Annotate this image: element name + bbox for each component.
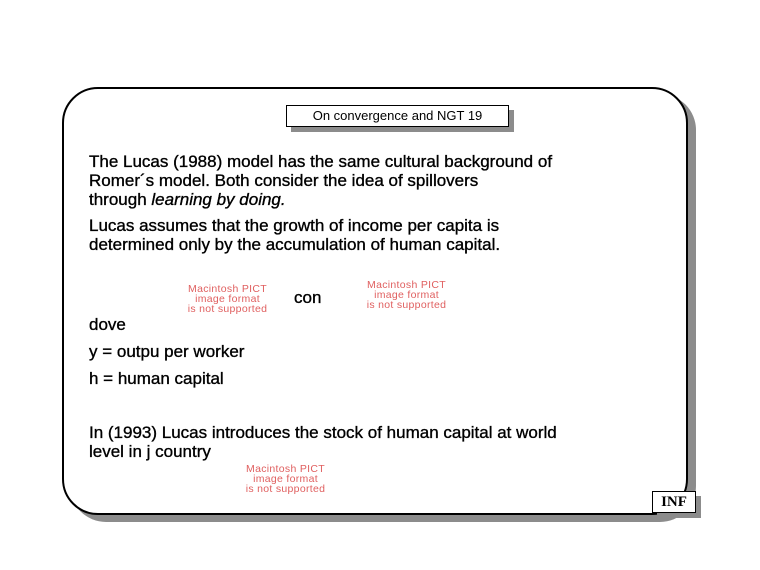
paragraph-line: In (1993) Lucas introduces the stock of human capital at world: [89, 423, 557, 442]
definition-h: h = human capital: [89, 369, 224, 388]
pict-line: image format: [253, 473, 318, 485]
slide-title: On convergence and NGT 19: [286, 105, 509, 127]
paragraph-lucas-1988: [89, 152, 678, 209]
paragraph-line: [89, 190, 678, 209]
pict-line: image format: [195, 293, 260, 305]
pict-line: Macintosh PICT: [246, 463, 325, 475]
pict-placeholder-equation-3: [228, 464, 343, 494]
pict-line: is not supported: [187, 303, 268, 315]
paragraph-line: determined only by the accumulation of human capital.: [89, 235, 501, 254]
pict-line: Macintosh PICT: [367, 279, 446, 291]
inf-logo: INF: [652, 491, 696, 513]
pict-placeholder-equation-2: [344, 280, 469, 310]
emphasis-learning-by-doing: learning by doing.: [151, 190, 286, 209]
paragraph-line: The Lucas (1988) model has the same cultural background of: [89, 152, 553, 171]
pict-line: is not supported: [245, 483, 326, 495]
paragraph-line: level in j country: [89, 442, 211, 461]
paragraph-line-text: through: [89, 190, 152, 209]
paragraph-lucas-assumes: [89, 216, 678, 254]
paragraph-lucas-1993: [89, 423, 688, 461]
con-label: con: [294, 288, 322, 307]
pict-line: Macintosh PICT: [188, 283, 267, 295]
pict-line: image format: [374, 289, 439, 301]
dove-label: dove: [89, 315, 126, 334]
definition-y: y = outpu per worker: [89, 342, 245, 361]
paragraph-line: Romer´s model. Both consider the idea of spillovers: [89, 171, 479, 190]
pict-line: is not supported: [366, 299, 447, 311]
pict-placeholder-equation-1: [170, 284, 285, 314]
paragraph-line: Lucas assumes that the growth of income per capita is: [89, 216, 500, 235]
